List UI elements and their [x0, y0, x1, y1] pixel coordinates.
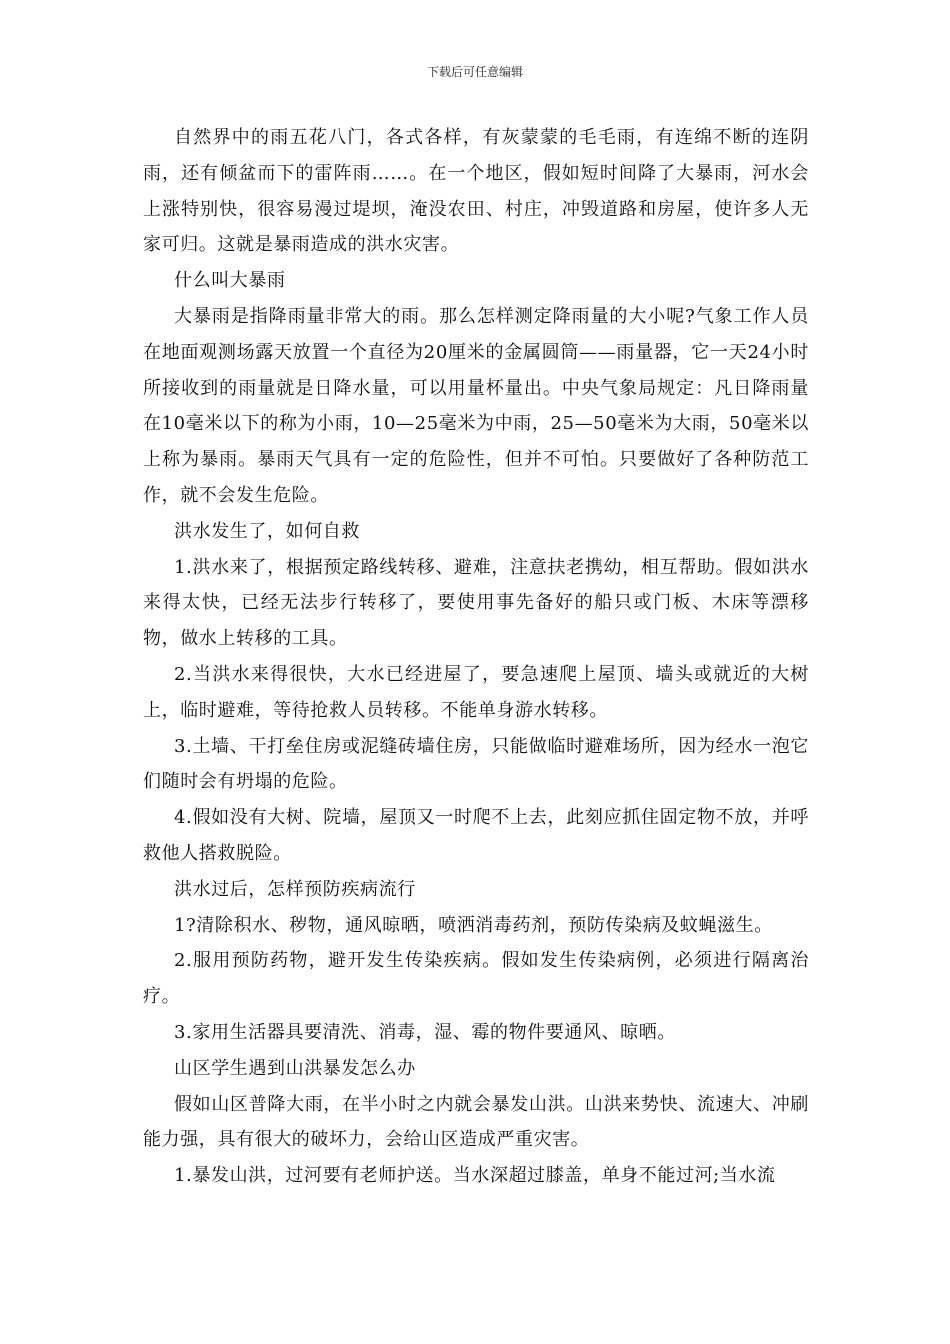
list-item-self-rescue-2: 2.当洪水来得很快，大水已经进屋了，要急速爬上屋顶、墙头或就近的大树上，临时避难，等待抢救人员转移。不能单身游水转移。	[143, 663, 809, 721]
list-item-prevention-2: 2.服用预防药物，避开发生传染疾病。假如发生传染病例，必须进行隔离治疗。	[143, 950, 809, 1008]
list-item-prevention-3: 3.家用生活器具要清洗、消毒，湿、霉的物件要通风、晾晒。	[174, 1021, 676, 1043]
paragraph-intro: 自然界中的雨五花八门，各式各样，有灰蒙蒙的毛毛雨，有连绵不断的连阴雨，还有倾盆而下的雷阵雨……。在一个地区，假如短时间降了大暴雨，河水会上涨特别快，很容易漫过堤坝，淹没农田、村庄，冲毁道路和房屋，使许多人无家可归。这就是暴雨造成的洪水灾害。	[143, 127, 809, 256]
page-header: 下载后可任意编辑	[426, 65, 523, 79]
list-item-self-rescue-4: 4.假如没有大树、院墙，屋顶又一时爬不上去，此刻应抓住固定物不放，并呼救他人搭救脱险。	[143, 807, 809, 864]
section-heading-mountain-flood: 山区学生遇到山洪暴发怎么办	[174, 1057, 416, 1079]
list-item-self-rescue-1: 1.洪水来了，根据预定路线转移、避难，注意扶老携幼，相互帮助。假如洪水来得太快，已经无法步行转移了，要使用事先备好的船只或门板、木床等漂移物，做水上转移的工具。	[143, 556, 809, 650]
list-item-prevention-1: 1?清除积水、秽物，通风晾晒，喷洒消毒药剂，预防传染病及蚊蝇滋生。	[174, 914, 773, 936]
section-heading-disease-prevention: 洪水过后，怎样预防疾病流行	[174, 878, 416, 900]
list-item-mountain-flood-1: 1.暴发山洪，过河要有老师护送。当水深超过膝盖，单身不能过河;当水流	[174, 1165, 776, 1187]
paragraph-rainstorm-definition: 大暴雨是指降雨量非常大的雨。那么怎样测定降雨量的大小呢?气象工作人员在地面观测场露天放置一个直径为20厘米的金属圆筒——雨量器，它一天24小时所接收到的雨量就是日降水量，可以用量杯量出。中央气象局规定：凡日降雨量在10毫米以下的称为小雨，10—25毫米为中雨，25—50毫米为大雨，50毫米以上称为暴雨。暴雨天气具有一定的危险性，但并不可怕。只要做好了各种防范工作，就不会发生危险。	[143, 305, 809, 506]
section-heading-what-is-rainstorm: 什么叫大暴雨	[174, 270, 286, 292]
list-item-self-rescue-3: 3.土墙、干打垒住房或泥缝砖墙住房，只能做临时避难场所，因为经水一泡它们随时会有坍塌的危险。	[143, 735, 809, 793]
section-heading-flood-self-rescue: 洪水发生了，如何自救	[174, 520, 360, 542]
document-body	[143, 120, 809, 1194]
paragraph-mountain-flood: 假如山区普降大雨，在半小时之内就会暴发山洪。山洪来势快、流速大、冲刷能力强，具有很大的破坏力，会给山区造成严重灾害。	[143, 1093, 809, 1151]
